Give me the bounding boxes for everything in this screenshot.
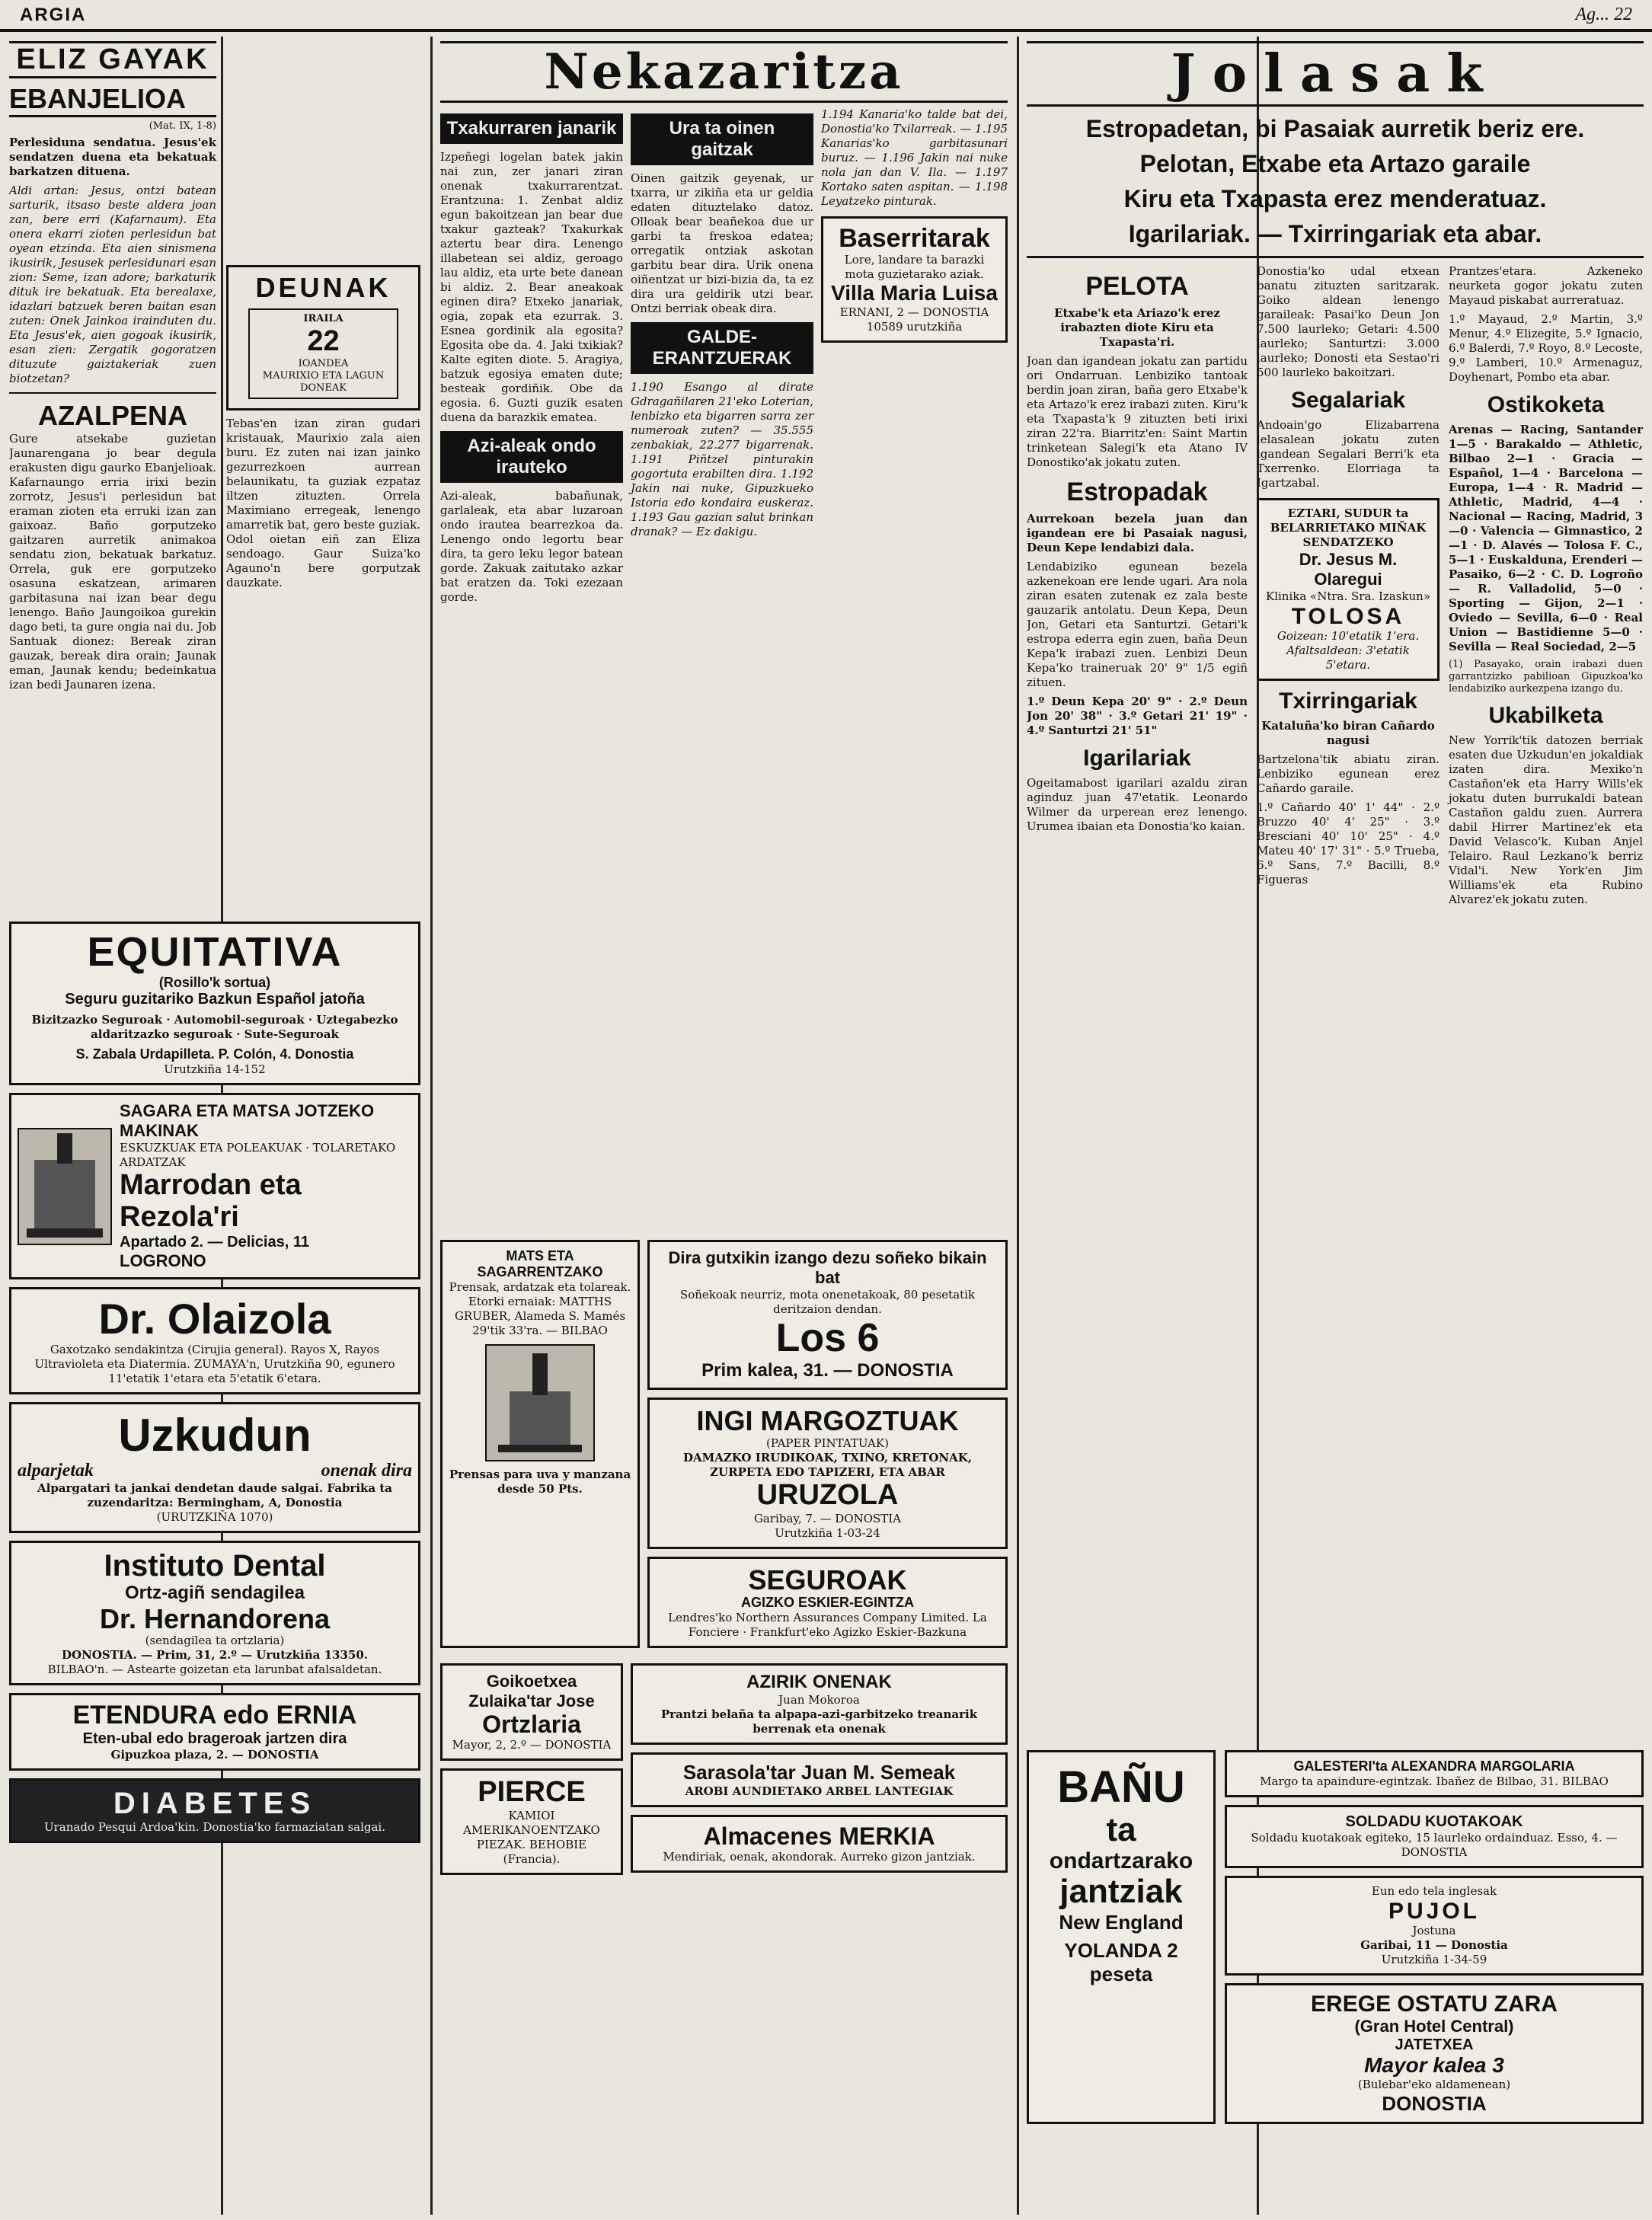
sports-column — [1027, 37, 1644, 2215]
estropadak-text: Lendabiziko egunean bezela azkenekoan ere lende ugari. Ara nola ziran esaten zutenak ez zala beste gauzarik antolatu. Deun Kepa, Deun Jon, Getari eta Santurtzi. Getari'k estropa ederra egin zuen, baña Deun Kepa'k irabazi zuen. Lenbizi Deun Kepa'ko traineruak 20' 9" 1/5 egiñ zituen. — [1027, 560, 1248, 689]
sarasola-name: Sarasola'tar Juan M. Semeak — [682, 1761, 956, 1784]
banu-line-4: jantziak — [1059, 1873, 1183, 1911]
ebanjelioa-text: Aldi artan: Jesus, ontzi batean sarturik, itsaso beste aldera joan zan, bere erri (Kafarnaum). Eta onera ekarri zioten perlesidun bat oyean etzinda. Eta aien sinismena ikusirik, Jesusek perlesidunari esan zion: Seme, izan adore; barkaturik dituk ire bekatuak. Eta berealaxe, idazlari batzuek beren baitan esan zuten: Onek Jainkoa irainduten du. Eta Jesus'ek, aien gogoak ikusirik, esan zien: Zergatik gogoratzen dituzute gaiztakeriak zuen biotzetan? — [9, 184, 216, 385]
baserritarak-title: Baserritarak — [839, 224, 990, 253]
wine-press-icon — [485, 1344, 595, 1461]
oinen-gaitzak-text: Oinen gaitzik geyenak, ur txarra, ur zikiña eta ur geldia edaten dituztelako datoz. Olloak bear beañekoa due ur garbi ta freskoa edatea; orregatik ontziak askotan garbitu bear dira. Urik onena oiñentzat ur bizi-bizia da, ta ez dira ura geldirik utzi bear. Ontzi berriak obeak dira. — [631, 171, 813, 315]
azkik-ad — [631, 1663, 1008, 1745]
pujol-name: PUJOL — [1388, 1899, 1481, 1924]
estropadak-subtitle: Aurrekoan bezela juan dan igandean ere bi Pasaiak nagusi, Deun Kepe lendabizi dala. — [1027, 512, 1248, 554]
banu-price: YOLANDA 2 peseta — [1064, 1938, 1178, 1985]
azalpena-heading: AZALPENA — [38, 400, 187, 431]
dental-ad — [9, 1541, 420, 1686]
dental-address: DONOSTIA. — Prim, 31, 2.º — Urutzkiña 13350. — [62, 1648, 368, 1663]
etendura-text: Eten-ubal edo brageroak jartzen dira — [82, 1730, 347, 1747]
merkia-text: Mendiriak, oenak, akondorak. Aurreko gizon jantziak. — [663, 1850, 976, 1864]
segalariak-text: Andoain'go Elizabarrena lelasalean jokatu zuten igandean Segalari Berri'k eta Txerrenko. Elorriaga ta Igartzabal. — [1257, 418, 1440, 490]
donostia-text: Donostia'ko udal etxean banatu zituzten saritzarak. Goiko aldean lenengo garaileak: Pasai'ko Deun Jon 7.500 laurleko; Getari: 4.500 laurleko; Santurtzi: 3.000 laurleko; Donosti eta Sestao'ri 500 laurleko bakoitzari. — [1257, 264, 1440, 379]
txirringariak-subtitle: Kataluña'ko biran Cañardo nagusi — [1261, 719, 1435, 747]
side-notes: 1.194 Kanaria'ko talde bat dei, Donostia'ko Txilarreak. — 1.195 Kanarias'ko garbitasunari buruz. — 1.196 Jakin nai nuke nola jan dan V. Ila. — 1.197 Kortako saten aspitan. — 1.198 Leyatzeko pinturak. — [821, 107, 1008, 208]
pelota-heading: PELOTA — [1085, 272, 1189, 301]
headline-1: Estropadetan, bi Pasaiak aurretik beriz ere. — [1085, 115, 1585, 142]
olaizola-text: Gaxotzako sendakintza (Cirujia general). Rayos X, Rayos Ultravioleta eta Diatermia. ZUMAYA'n, Urutzkiña 90, egunero 11'etatik 1'etara eta 5'etatik 6'etara. — [34, 1342, 395, 1385]
press-machine-icon — [18, 1128, 112, 1245]
diabetes-name: DIABETES — [113, 1786, 317, 1820]
uzkudun-line-2: onenak dira — [321, 1460, 412, 1481]
pierce-text: KAMIOI AMERIKANOENTZAKO PIEZAK. BEHOBIE (Francia). — [463, 1809, 600, 1867]
txirringariak-results: 1.º Cañardo 40' 1' 44" · 2.º Bruzzo 40' 4' 25" · 3.º Bresciani 40' 10' 25" · 4.º Mateu 40' 17' 31" · 5.º Trueba, 6.º Sans, 7.º Bacilli, 8.º Figueras — [1257, 800, 1440, 886]
left-ads — [9, 922, 420, 2216]
baserritarak-subtitle: Lore, landare ta barazki mota guzietarako aziak. — [844, 253, 985, 282]
azkik-subtitle: Juan Mokoroa — [778, 1693, 860, 1707]
ukabilketa-heading: Ukabilketa — [1488, 703, 1603, 728]
deunak-day: 22 — [307, 325, 340, 357]
dental-doctor: Dr. Hernandorena — [99, 1602, 331, 1634]
pujol-phone: Urutzkiña 1-34-59 — [1381, 1953, 1487, 1966]
sarasola-ad — [631, 1752, 1008, 1807]
ingi-title: INGI MARGOZTUAK — [696, 1405, 959, 1437]
equitativa-ad — [9, 922, 420, 1085]
azalpena-text: Gure atsekabe guzietan Jaunarengana jo bear degula erakusten digu gaurko Ebanjelioak. Kafarnaungo erria irixi bezin zorrotz, Jesus'i perlesidun bat eraman zioten eta erruki izan zan gaixoaz. Baño gorputzeko gaitzaren aurretik animakoa sendatu zion, bekatuak barkatuz. Orrela, guk ere gorputzeko osasuna eskatzean, arimaren garbitasuna nai izan bear degu lenengo. Baño Jaungoikoa gurekin dago beti, ta gure ongia nai du. Job Santuak dionez: Bereak ziran gauzak, bereak dira orain; Jaunak eman, Jaunak kendu; bedeinkatua izan bedi Jaunaren izena. — [9, 432, 216, 692]
erege-address: Mayor kalea 3 — [1364, 2053, 1504, 2077]
alexandra-title: GALESTERI'ta ALEXANDRA MARGOLARIA — [1293, 1758, 1575, 1774]
sagara-city: LOGRONO — [120, 1251, 206, 1270]
futbol-list: 1.º Mayaud, 2.º Martin, 3.º Menur, 4.º Elizegite, 5.º Ignacio, 6.º Balerdi, 7.º Royo, 8.º Lecoste, 9.º Lamberi, 10.º Armenaguz, Doyhenart, Pombo eta abar. — [1449, 312, 1643, 384]
eliz-gayak-title: ELIZ GAYAK — [9, 41, 216, 78]
column-rule — [1017, 37, 1019, 2215]
diabetes-ad — [9, 1778, 420, 1843]
pujol-subtitle: Jostuna — [1412, 1924, 1456, 1937]
agriculture-column — [440, 37, 1008, 2215]
segalariak-heading: Segalariak — [1290, 388, 1406, 413]
txakurra-text: Izpeñegi logelan batek jakin nai zun, zer janari ziran onenak txakurrarentzat. Erantzuna: 1. Zenbat aldiz egun bakoitzean jan bear due txakur gazteak? Txakurkak aztertu bear dira. Lenengo illabetean sei aldiz, geroago lau aldiz, eta urte bete danean bi aldiz. 2. Bear aneakoak eginen dira? Etxeko janariak, ogia, zopak eta ezurrak. 3. Esnea gordinik ala egosita? Egosita obe da. 4. Jaki txikiak? Kalte egiten diote. 5. Aragiya, batzuk egosiya ematen dute; besteak gordiñik. Obe da egosia. 6. Guzti guzik esaten duena da barazkik ematea. — [440, 150, 623, 424]
equitativa-address: S. Zabala Urdapilleta. P. Colón, 4. Donostia — [75, 1046, 354, 1062]
estropadak-results: 1.º Deun Kepa 20' 9" · 2.º Deun Jon 20' 38" · 3.º Getari 21' 19" · 4.º Santurtzi 21' 51" — [1027, 695, 1248, 737]
baserritarak-phone: 10589 urutzkiña — [866, 320, 963, 334]
ostikoketa-results: Arenas — Racing, Santander 1—5 · Barakaldo — Athletic, Bilbao 2—1 · Gracia — Español, 1—4 · Barcelona — Europa, 1—4 · R. Madrid — Athletic, Madrid, 4—4 · Nacional — Racing, Madrid, 3—0 · Valencia — Gimnastico, 2—1 · D. Alavés — Tolosa F. C., 5—1 · Euskalduna, Erenderi — Pasaiko, 6—2 · C. D. Logroño — R. Valladolid, 5—0 · Sporting — Gijon, 2—1 · Oviedo — Sevilla, 6—0 · Real Union — Bastidienne 5—0 · Sevilla — Real Sociedad, 2—5 — [1449, 423, 1643, 653]
uzkudun-name: Uzkudun — [118, 1409, 312, 1461]
equitativa-title: EQUITATIVA — [87, 929, 343, 975]
pelota-subtitle: Etxabe'k eta Ariazo'k erez irabazten diote Kiru eta Txapasta'ri. — [1054, 306, 1220, 349]
sports-headlines — [1027, 111, 1644, 258]
dental-address-2: BILBAO'n. — Astearte goizetan eta larunbat afalsaldetan. — [47, 1663, 382, 1677]
headline-3: Kiru eta Txapasta erez menderatuaz. — [1123, 185, 1547, 212]
nekazaritza-title: Nekazaritza — [440, 41, 1008, 103]
alexandra-ad — [1225, 1750, 1644, 1797]
olaizola-ad — [9, 1287, 420, 1394]
etendura-name: ETENDURA edo ERNIA — [72, 1701, 357, 1730]
dental-note: (sendagilea ta ortzlaria) — [145, 1634, 285, 1648]
baserritarak-name: Villa Maria Luisa — [831, 281, 998, 305]
galde-erantzuerak-heading: GALDE-ERANTZUERAK — [631, 322, 813, 374]
etendura-ad — [9, 1693, 420, 1770]
uruzola-phone: Urutzkiña 1-03-24 — [775, 1525, 880, 1540]
jolasak-title: Jolasak — [1027, 41, 1644, 107]
banu-line-1: BAÑU — [1057, 1762, 1185, 1812]
galde-erantzuerak-text: 1.190 Esango al dirate Gdragañilaren 21'eko Loterian, lenbizko eta bigarren sarra zer numeroak zuten? — 35.555 zenbakiak, 22.277 bigarrenak. 1.191 Piñtzel pinturakin gogortuta erabilten dira. 1.192 Jakin nai nuke, Gipuzkueko Istoria edo kondaira euskeraz. 1.193 Gau gazian salut brinkan dranak? — Ez dakigu. — [631, 380, 813, 538]
equitativa-phone: Urutzkiña 14-152 — [164, 1062, 266, 1077]
txirringariak-heading: Txirringariak — [1279, 688, 1417, 714]
ostikoketa-heading: Ostikoketa — [1487, 392, 1605, 417]
baserritarak-address: ERNANI, 2 — DONOSTIA — [839, 305, 989, 320]
erege-line: JATETXEA — [1395, 2036, 1474, 2053]
pierce-name: PIERCE — [478, 1776, 586, 1809]
pujol-line: Eun edo tela inglesak — [1371, 1884, 1497, 1898]
matsa-caption: Prensas para uva y manzana desde 50 Pts. — [449, 1468, 631, 1496]
zulaika-name: Goikoetxea Zulaika'tar Jose — [468, 1672, 595, 1711]
zulaika-address: Mayor, 2, 2.º — DONOSTIA — [452, 1738, 612, 1752]
txakurra-heading: Txakurraren janarik — [440, 113, 623, 144]
merkia-ad — [631, 1815, 1008, 1873]
soinekoa-text: Soñekoak neurriz, mota onenetakoak, 80 pesetatik deritzaion dendan. — [679, 1288, 976, 1316]
deunak-title: DEUNAK — [255, 272, 391, 303]
olaregui-city: TOLOSA — [1291, 604, 1405, 629]
pierce-ad — [440, 1768, 623, 1875]
merkia-name: Almacenes MERKIA — [703, 1822, 935, 1851]
banu-brand: New England — [1059, 1910, 1184, 1934]
publication-name: ARGIA — [20, 5, 87, 25]
headline-4: Igarilariak. — Txirringariak eta abar. — [1128, 220, 1542, 248]
deunak-month: IRAILA — [303, 313, 344, 324]
pelota-text: Joan dan igandean jokatu zan partidu ori Ondarruan. Lenbiziko tantoak berdin joan ziran, baña gero Etxabe'k eta Artazo'k erez irabazi zuten. Kiru'k eta Txapasta'k 9 zituzten beti irixi ziran 22'ra. Biarritz'en: Saint Martin trinketean Salegi'k eta Atano IV Donostiko'ak jokatu zuten. — [1027, 354, 1248, 469]
soldadu-text: Soldadu kuotakoak egiteko, 15 laurleko ordainduaz. Esso, 4. — DONOSTIA — [1251, 1831, 1618, 1859]
sagara-address: Apartado 2. — Delicias, 11 — [120, 1233, 309, 1251]
equitativa-subtitle: (Rosillo'k sortua) — [158, 975, 271, 991]
sagara-name: Marrodan eta Rezola'ri — [120, 1169, 302, 1234]
soinekoa-ad — [647, 1240, 1008, 1390]
ingi-text: DAMAZKO IRUDIKOAK, TXINO, KRETONAK, ZURPETA EDO TAPIZERI, ETA ABAR — [682, 1450, 973, 1479]
zulaika-ad — [440, 1663, 623, 1761]
zulaika-subtitle: Ortzlaria — [482, 1711, 581, 1739]
baserritarak-ad — [821, 216, 1008, 343]
deunak-saint-2: MAURIXIO ETA LAGUN DONEAK — [262, 370, 385, 394]
olaregui-title: EZTARI, SUDUR ta BELARRIETAKO MIÑAK SENDATZEKO — [1270, 506, 1427, 549]
los6-name: Los 6 — [775, 1316, 880, 1360]
alexandra-text: Margo ta apaindure-egintzak. Ibañez de Bilbao, 31. BILBAO — [1260, 1774, 1609, 1788]
matsa-ad — [440, 1240, 640, 1648]
matsa-title: MATS ETA SAGARRENTZAKO — [477, 1248, 603, 1279]
seguroak-subtitle: AGIZKO ESKIER-EGINTZA — [740, 1595, 914, 1611]
banu-ad — [1027, 1750, 1216, 2124]
dental-subtitle: Ortz-agiñ sendagilea — [124, 1582, 305, 1603]
equitativa-line: Seguru guzitariko Bazkun Español jatoña — [65, 991, 365, 1008]
ostikoketa-note: (1) Pasayako, orain irabazi duen garrantzizko pabilioan Gipuzkoa'ko lendabiziko aurkezpena izango du. — [1449, 659, 1643, 695]
olaizola-name: Dr. Olaizola — [98, 1294, 331, 1343]
erege-city: DONOSTIA — [1382, 2091, 1487, 2115]
sagara-ad — [9, 1093, 420, 1279]
deunak-saint-1: IOANDEA — [298, 358, 349, 369]
igarilariak-heading: Igarilariak — [1083, 746, 1191, 771]
erege-subtitle: (Gran Hotel Central) — [1354, 2017, 1514, 2036]
issue-date: Ag... 22 — [1575, 5, 1632, 24]
uruzola-name: URUZOLA — [756, 1478, 899, 1511]
seguroak-ad — [647, 1557, 1008, 1649]
igarilariak-text: Ogeitamabost igarilari azaldu ziran aginduz juan 47'etatik. Leonardo Wilmer da urperean erez lenengo. Urumea ibaian eta Donostia'ko kaian. — [1027, 776, 1248, 833]
azkik-text: Prantzi belaña ta alpapa-azi-garbitzeko treanarik berrenak eta onenak — [660, 1707, 978, 1736]
column-rule — [430, 37, 433, 2215]
azi-aleak-heading: Azi-aleak ondo irauteko — [440, 431, 623, 483]
los6-address: Prim kalea, 31. — DONOSTIA — [701, 1360, 954, 1382]
estropadak-heading: Estropadak — [1066, 478, 1208, 506]
ebanjelioa-heading: EBANJELIOA — [9, 83, 216, 117]
matsa-text: Prensak, ardatzak eta tolareak. Etorki ernaiak: MATTHS GRUBER, Alameda S. Mamés 29'tik 33'ra. — BILBAO — [449, 1280, 631, 1337]
futbol-text: Prantzes'etara. Azkeneko neurketa gogor jokatu zuten Mayaud piskabat aurreratuaz. — [1449, 264, 1643, 307]
headline-2: Pelotan, Etxabe eta Artazo garaile — [1139, 150, 1531, 177]
deunak-text: Tebas'en izan ziran gudari kristauak, Maurixio zala aien buru. Ez zuten nai izan jainko gezurrezkoen aurrean belaunikatu, ta guziak ezpataz iltzen zituzten. Orrela Maximiano erregeak, lenengo amarretik bat, gero beste guziak. Odol oietan eiñ zan Eliza sendoago. Gaur Suiza'ko Agauno'n bere gorputzak dauzkate. — [226, 417, 420, 589]
uzkudun-line-1: alparjetak — [18, 1460, 94, 1481]
etendura-address: Gipuzkoa plaza, 2. — DONOSTIA — [110, 1747, 319, 1762]
religion-column — [9, 37, 420, 912]
uzkudun-phone: (URUTZKIÑA 1070) — [156, 1509, 273, 1524]
banu-line-2: ta — [1106, 1810, 1136, 1848]
ingi-subtitle: (PAPER PINTATUAK) — [766, 1436, 889, 1450]
olaregui-subtitle: Klinika «Ntra. Sra. Izaskun» — [1265, 589, 1431, 603]
uzkudun-ad — [9, 1402, 420, 1533]
uzkudun-text: Alpargatari ta jankai dendetan daude salgai. Fabrika ta zuzendaritza: Bermingham, A, Donostia — [37, 1481, 393, 1509]
equitativa-items: Bizitzazko Seguroak · Automobil-seguroak · Uztegabezko aldaritzazko seguroak · Sute-Seguroak — [31, 1013, 398, 1042]
olaregui-ad — [1257, 498, 1440, 681]
seguroak-text: Lendres'ko Northern Assurances Company Limited. La Fonciere · Frankfurt'eko Agizko Eskier-Bazkuna — [668, 1611, 987, 1640]
txirringariak-text: Bartzelona'tik abiatu ziran. Lenbiziko egunean erez Cañardo garaile. — [1257, 752, 1440, 795]
ingi-ad — [647, 1397, 1008, 1548]
pujol-ad — [1225, 1876, 1644, 1976]
banu-line-3: ondartzarako — [1049, 1848, 1193, 1874]
sagara-subtitle: ESKUZKUAK ETA POLEAKUAK · TOLARETAKO ARDATZAK — [120, 1141, 396, 1170]
olaregui-hours: Goizean: 10'etatik 1'era. Afaltsaldean: 3'etatik 5'etara. — [1277, 629, 1420, 672]
oinen-gaitzak-heading: Ura ta oinen gaitzak — [631, 113, 813, 165]
seguroak-title: SEGUROAK — [748, 1564, 907, 1596]
uruzola-address: Garibay, 7. — DONOSTIA — [753, 1511, 902, 1525]
soinekoa-title: Dira gutxikin izango dezu soñeko bikain bat — [668, 1248, 987, 1287]
erege-ad — [1225, 1983, 1644, 2124]
ebanjelioa-lead: Perlesiduna sendatua. Jesus'ek sendatzen duena eta bekatuak barkatzen dituena. — [9, 136, 216, 178]
sagara-title: SAGARA ETA MATSA JOTZEKO MAKINAK — [120, 1101, 375, 1141]
soldadu-title: SOLDADU KUOTAKOAK — [1345, 1813, 1523, 1830]
ebanjelioa-reference: (Mat. IX, 1-8) — [149, 120, 216, 132]
page-header — [0, 0, 1652, 32]
pujol-address: Garibai, 11 — Donostia — [1360, 1938, 1508, 1952]
ukabilketa-text: New Yorrik'tik datozen berriak esaten due Uzkudun'en jokaldiak izaten dira. Mexiko'n Castañon'ek eta Harry Wills'ek jokatu duten burrukaldi batean Castañon galdu zuen. Aurrera dabil Hirrer Martinez'ek eta David Velasco'k. Kuban Anjel Telairo. Raul Lezkano'k berriz Vidal'i. New York'en Jim Williams'ek eta Rubino Alvarez'ek jokatu zuten. — [1449, 733, 1643, 906]
diabetes-text: Uranado Pesqui Ardoa'kin. Donostia'ko farmaziatan salgai. — [43, 1819, 385, 1834]
deunak-box — [226, 265, 420, 410]
erege-note: (Bulebar'eko aldamenean) — [1357, 2077, 1511, 2091]
sarasola-subtitle: AROBI AUNDIETAKO ARBEL LANTEGIAK — [685, 1784, 954, 1799]
erege-name: EREGE OSTATU ZARA — [1311, 1992, 1558, 2017]
azi-aleak-text: Azi-aleak, babañunak, garlaleak, eta abar luzaroan ondo irautea bearrezkoa da. Lenengo ondo legortu bear dira, ta gero leku legor batean gorde. Zakuak zaitutako azkar bat eratzen da. Toki ezezaan gorde. — [440, 489, 623, 604]
olaregui-name: Dr. Jesus M. Olaregui — [1299, 550, 1398, 589]
dental-name: Instituto Dental — [104, 1548, 326, 1583]
azkik-name: AZIRIK ONENAK — [746, 1672, 892, 1693]
soldadu-ad — [1225, 1805, 1644, 1868]
